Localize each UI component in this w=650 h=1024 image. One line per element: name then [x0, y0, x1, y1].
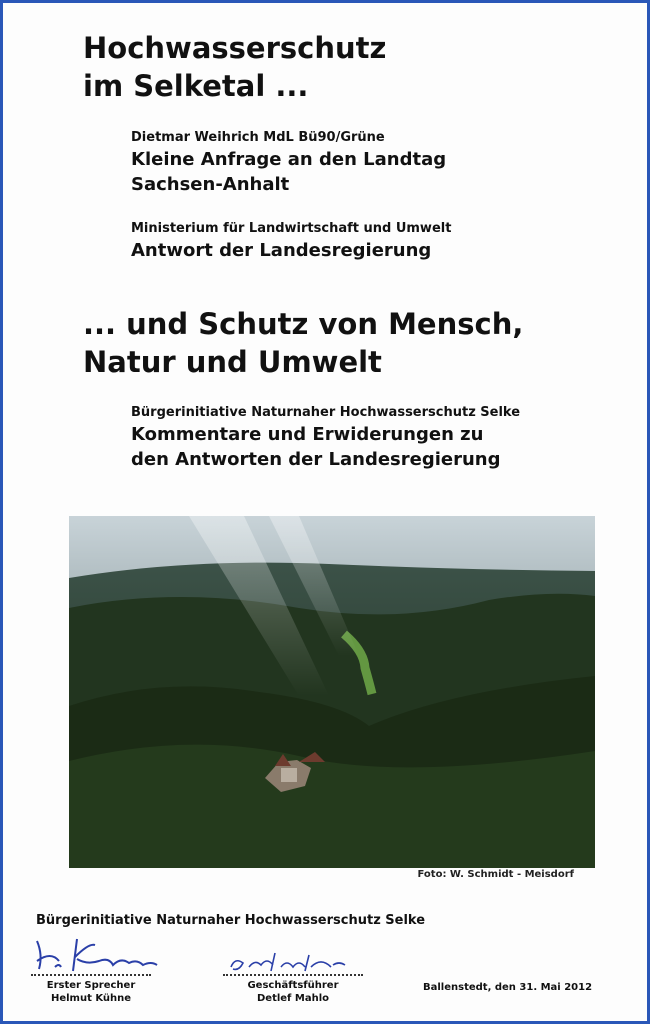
signature-line-2	[223, 974, 363, 976]
question-line: Sachsen-Anhalt	[131, 174, 290, 195]
secondary-title	[83, 305, 523, 381]
place-and-date: Ballenstedt, den 31. Mai 2012	[423, 982, 593, 993]
signer-1-name: Helmut Kühne	[50, 993, 132, 1004]
commentary-line: Kommentare und Erwiderungen zu	[131, 424, 484, 445]
answer-ministry: Ministerium für Landwirtschaft und Umwelt	[131, 221, 452, 236]
main-title-line: im Selketal ...	[83, 69, 309, 103]
answer-line: Antwort der Landesregierung	[131, 240, 432, 261]
answer-block	[131, 220, 451, 263]
signer-1-role: Erster Sprecher	[46, 980, 136, 991]
main-title-line: Hochwasserschutz	[83, 31, 387, 65]
secondary-title-line: Natur und Umwelt	[83, 345, 382, 379]
signer-2-role: Geschäftsführer	[247, 980, 339, 991]
question-line: Kleine Anfrage an den Landtag	[131, 149, 447, 170]
commentary-block	[131, 404, 520, 472]
aerial-landscape-photo	[69, 516, 595, 868]
signature-line-1	[31, 974, 151, 976]
signature-1	[25, 921, 165, 979]
signer-1	[31, 979, 151, 1005]
question-block	[131, 129, 446, 197]
photo-credit: Foto: W. Schmidt - Meisdorf	[417, 869, 574, 880]
commentary-line: den Antworten der Landesregierung	[131, 449, 501, 470]
commentary-initiative: Bürgerinitiative Naturnaher Hochwasserschutz Selke	[131, 405, 521, 420]
footer-organization: Bürgerinitiative Naturnaher Hochwasserschutz Selke	[36, 913, 426, 928]
signer-2	[223, 979, 363, 1005]
signer-2-name: Detlef Mahlo	[256, 993, 330, 1004]
question-author: Dietmar Weihrich MdL Bü90/Grüne	[131, 130, 385, 145]
signature-2	[225, 947, 355, 977]
main-title	[83, 29, 386, 105]
secondary-title-line: ... und Schutz von Mensch,	[83, 307, 524, 341]
